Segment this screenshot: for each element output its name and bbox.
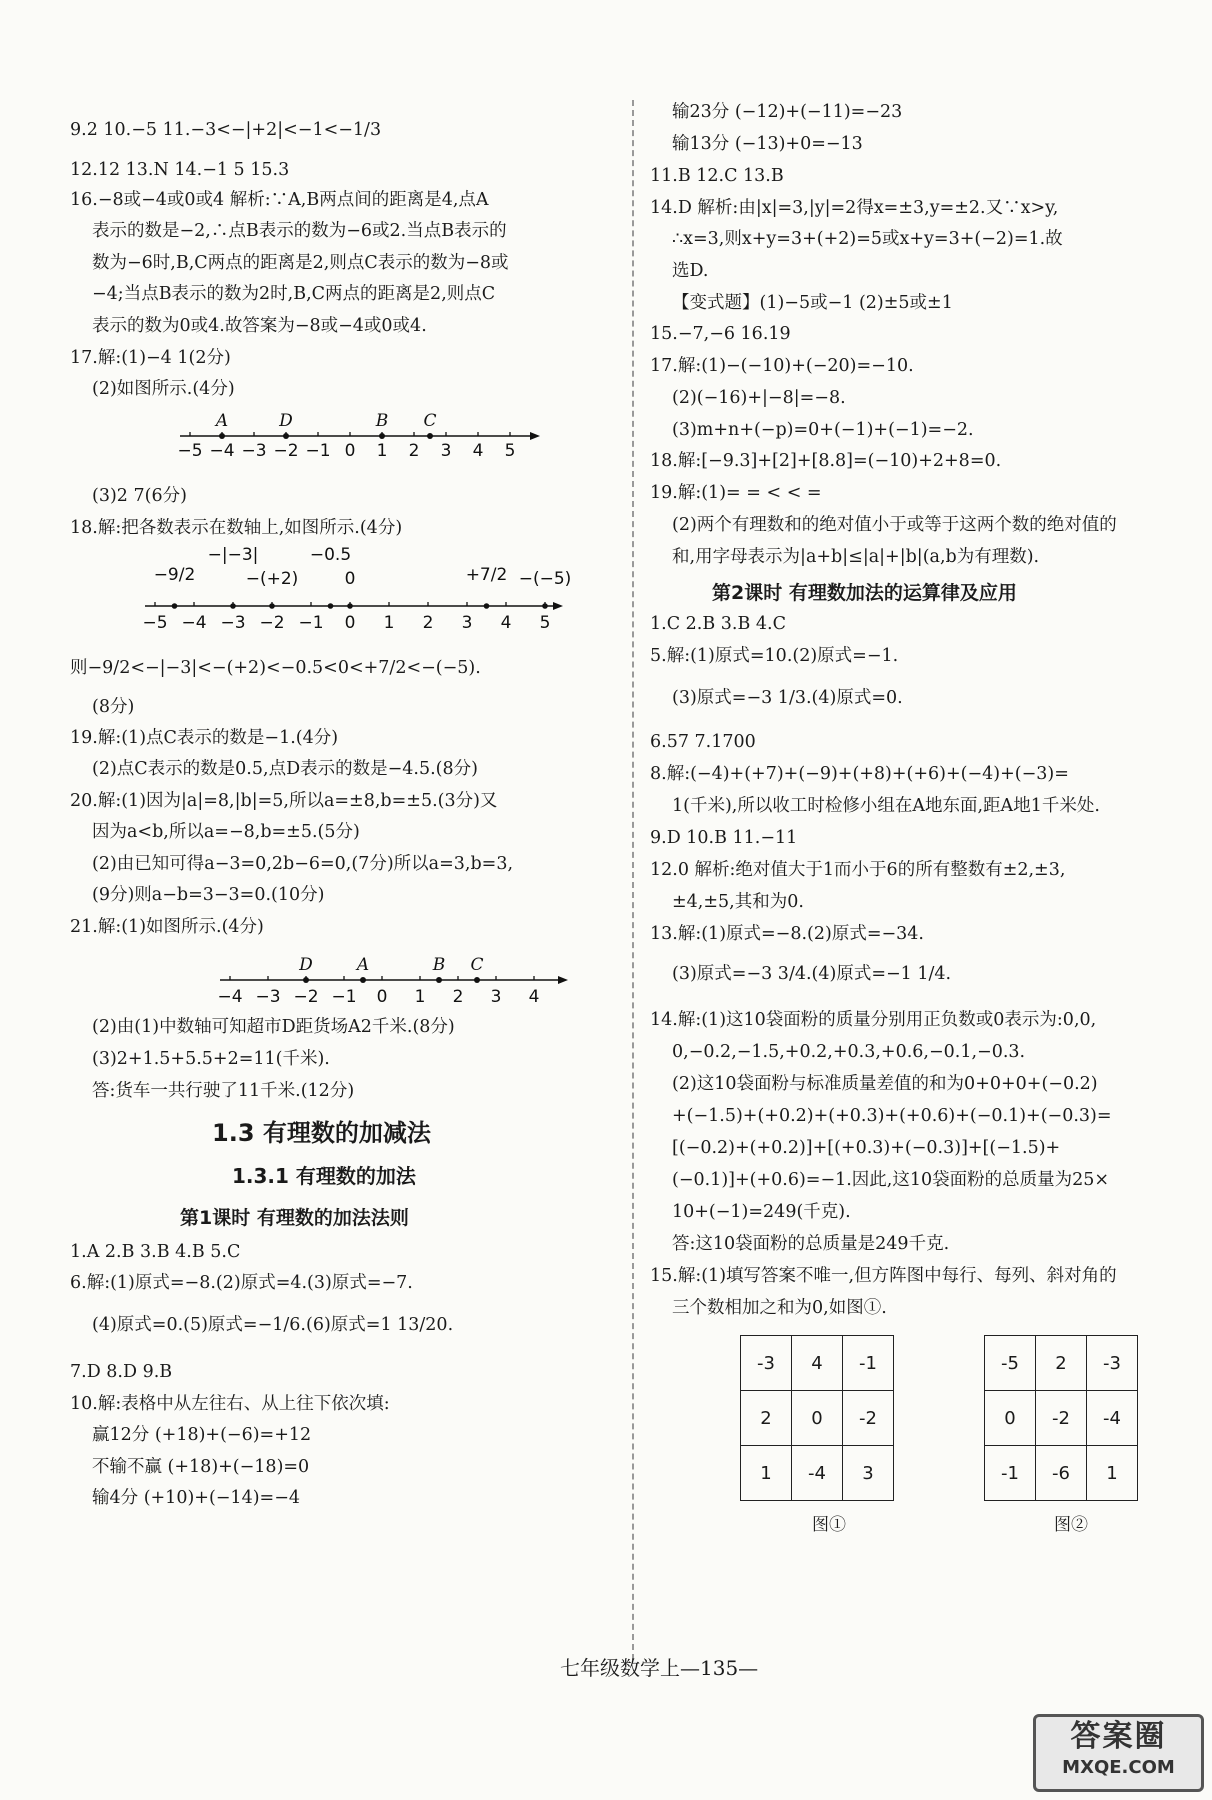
- grid-cell: -3: [741, 1336, 792, 1391]
- grid-cell: 0: [792, 1391, 843, 1446]
- answer-line: 15.−7,−6 16.19: [650, 324, 791, 344]
- point-dot: [379, 433, 385, 439]
- answer-line: 1.A 2.B 3.B 4.B 5.C: [70, 1242, 241, 1262]
- answer-line: 11.B 12.C 13.B: [650, 166, 784, 186]
- answer-line: (−0.1)]+(+0.6)=−1.因此,这10袋面粉的总质量为25×: [672, 1170, 1110, 1190]
- grid-cell: -5: [985, 1336, 1036, 1391]
- tick-label: 3: [440, 441, 452, 461]
- tick-label: 3: [461, 613, 473, 633]
- point-dot: [303, 977, 309, 983]
- tick-label: 4: [500, 613, 512, 633]
- tick-label: −3: [255, 987, 281, 1007]
- answer-line: 18.解:把各数表示在数轴上,如图所示.(4分): [70, 518, 403, 538]
- number-line-21: [217, 938, 570, 1012]
- answer-line: 19.解:(1)点C表示的数是−1.(4分): [70, 728, 339, 748]
- answer-line: 9.2 10.−5 11.−3<−|+2|<−1<−1/3: [70, 120, 382, 140]
- grid-cell: -4: [792, 1446, 843, 1501]
- grid-cell: 3: [843, 1446, 894, 1501]
- number-label: −(+2): [245, 569, 299, 589]
- lesson-title: 第1课时 有理数的加法法则: [180, 1207, 409, 1229]
- answer-line: 0,−0.2,−1.5,+0.2,+0.3,+0.6,−0.1,−0.3.: [672, 1042, 1026, 1062]
- point-label: C: [423, 411, 437, 431]
- point-dot: [360, 977, 366, 983]
- answer-line: ∴x=3,则x+y=3+(+2)=5或x+y=3+(−2)=1.故: [672, 229, 1063, 249]
- tick-label: −2: [293, 987, 319, 1007]
- tick-label: −4: [209, 441, 235, 461]
- answer-line: ±4,±5,其和为0.: [672, 892, 804, 912]
- watermark-logo: [1033, 1714, 1204, 1792]
- tick-label: 2: [408, 441, 420, 461]
- grid-cell: 0: [985, 1391, 1036, 1446]
- answer-line: 17.解:(1)−4 1(2分): [70, 348, 231, 368]
- tick-label: 3: [490, 987, 502, 1007]
- point-label: B: [375, 411, 389, 431]
- tick-label: 5: [539, 613, 551, 633]
- answer-line: 14.D 解析:由|x|=3,|y|=2得x=±3,y=±2.又∵x>y,: [650, 198, 1059, 218]
- answer-line: (2)点C表示的数是0.5,点D表示的数是−4.5.(8分): [92, 759, 478, 779]
- point-label: B: [432, 955, 446, 975]
- grid-cell: -4: [1087, 1391, 1138, 1446]
- subsection-title: 1.3.1 有理数的加法: [232, 1164, 416, 1188]
- point-label: A: [215, 411, 229, 431]
- tick-label: −4: [181, 613, 207, 633]
- point-dot: [283, 433, 289, 439]
- point-dot: [269, 603, 275, 609]
- column-divider: [632, 100, 634, 1660]
- answer-line: 14.解:(1)这10袋面粉的质量分别用正负数或0表示为:0,0,: [650, 1010, 1097, 1030]
- answer-line: (2)如图所示.(4分): [92, 379, 235, 399]
- answer-line: 则−9/2<−|−3|<−(+2)<−0.5<0<+7/2<−(−5).: [70, 658, 481, 678]
- tick-label: 0: [344, 613, 356, 633]
- tick-label: 2: [452, 987, 464, 1007]
- answer-line: 表示的数为0或4.故答案为−8或−4或0或4.: [92, 316, 427, 336]
- answer-line: 输13分 (−13)+0=−13: [672, 134, 863, 154]
- answer-line: 赢12分 (+18)+(−6)=+12: [92, 1425, 312, 1445]
- tick-label: −1: [298, 613, 324, 633]
- point-dot: [230, 603, 236, 609]
- answer-line: 数为−6时,B,C两点的距离是2,则点C表示的数为−8或: [92, 253, 509, 273]
- point-label: D: [279, 411, 293, 431]
- answer-line: (2)两个有理数和的绝对值小于或等于这两个数的绝对值的: [672, 515, 1117, 535]
- answer-line: 【变式题】(1)−5或−1 (2)±5或±1: [672, 293, 953, 313]
- answer-line: 因为a<b,所以a=−8,b=±5.(5分): [92, 822, 360, 842]
- grid-cell: 1: [1087, 1446, 1138, 1501]
- tick-label: −2: [273, 441, 299, 461]
- tick-label: −3: [220, 613, 246, 633]
- answer-line: 19.解:(1)= = < < =: [650, 483, 822, 503]
- answer-line: 12.0 解析:绝对值大于1而小于6的所有整数有±2,±3,: [650, 860, 1066, 880]
- answer-line: +(−1.5)+(+0.2)+(+0.3)+(+0.6)+(−0.1)+(−0.3)=: [672, 1106, 1112, 1126]
- grid-cell: 2: [1036, 1336, 1087, 1391]
- lesson-title: 第2课时 有理数加法的运算律及应用: [712, 582, 1017, 604]
- answer-line: 10+(−1)=249(千克).: [672, 1202, 851, 1222]
- answer-line: (2)由已知可得a−3=0,2b−6=0,(7分)所以a=3,b=3,: [92, 854, 514, 874]
- tick-label: 1: [414, 987, 426, 1007]
- answer-line: 13.解:(1)原式=−8.(2)原式=−34.: [650, 924, 924, 944]
- grid-cell: 2: [741, 1391, 792, 1446]
- answer-line: 9.D 10.B 11.−11: [650, 828, 798, 848]
- tick-label: 0: [376, 987, 388, 1007]
- answer-line: 12.12 13.N 14.−1 5 15.3: [70, 160, 290, 180]
- tick-label: 4: [528, 987, 540, 1007]
- point-dot: [328, 603, 334, 609]
- answer-line: 15.解:(1)填写答案不唯一,但方阵图中每行、每列、斜对角的: [650, 1266, 1117, 1286]
- answer-line: (4)原式=0.(5)原式=−1/6.(6)原式=1 13/20.: [92, 1315, 454, 1335]
- number-line-18: [142, 540, 572, 654]
- point-label: A: [356, 955, 370, 975]
- point-dot: [474, 977, 480, 983]
- number-label: 0: [344, 569, 356, 589]
- number-label: −|−3|: [207, 545, 259, 565]
- answer-line: (2)由(1)中数轴可知超市D距货场A2千米.(8分): [92, 1017, 455, 1037]
- answer-line: 6.57 7.1700: [650, 732, 756, 752]
- figure-caption-1: 图①: [812, 1515, 846, 1535]
- answer-line: 1(千米),所以收工时检修小组在A地东面,距A地1千米处.: [672, 796, 1100, 816]
- answer-line: (3)2+1.5+5.5+2=11(千米).: [92, 1049, 330, 1069]
- grid-cell: -3: [1087, 1336, 1138, 1391]
- tick-label: −5: [177, 441, 203, 461]
- tick-label: −5: [142, 613, 168, 633]
- answer-line: (9分)则a−b=3−3=0.(10分): [92, 885, 325, 905]
- answer-line: 和,用字母表示为|a+b|≤|a|+|b|(a,b为有理数).: [672, 547, 1040, 567]
- answer-line: [(−0.2)+(+0.2)]+[(+0.3)+(−0.3)]+[(−1.5)+: [672, 1138, 1061, 1158]
- answer-line: 17.解:(1)−(−10)+(−20)=−10.: [650, 356, 914, 376]
- point-dot: [427, 433, 433, 439]
- answer-line: 20.解:(1)因为|a|=8,|b|=5,所以a=±8,b=±5.(3分)又: [70, 791, 498, 811]
- watermark-url: MXQE.COM: [1062, 1757, 1175, 1778]
- tick-label: −1: [331, 987, 357, 1007]
- grid-cell: -1: [985, 1446, 1036, 1501]
- answer-line: 表示的数是−2,∴点B表示的数为−6或2.当点B表示的: [92, 221, 507, 241]
- number-label: −9/2: [153, 565, 196, 585]
- point-dot: [484, 603, 490, 609]
- answer-line: 三个数相加之和为0,如图①.: [672, 1298, 887, 1318]
- grid-cell: 4: [792, 1336, 843, 1391]
- answer-line: 答:货车一共行驶了11千米.(12分): [92, 1081, 355, 1101]
- answer-line: 答:这10袋面粉的总质量是249千克.: [672, 1234, 950, 1254]
- answer-line: (3)原式=−3 3/4.(4)原式=−1 1/4.: [672, 964, 952, 984]
- tick-label: 1: [376, 441, 388, 461]
- answer-line: 10.解:表格中从左往右、从上往下依次填:: [70, 1394, 390, 1414]
- figure-caption-2: 图②: [1054, 1515, 1088, 1535]
- tick-label: −4: [217, 987, 243, 1007]
- tick-label: 4: [472, 441, 484, 461]
- tick-label: −2: [259, 613, 285, 633]
- answer-line: 不输不赢 (+18)+(−18)=0: [92, 1457, 310, 1477]
- point-dot: [542, 603, 548, 609]
- answer-line: 21.解:(1)如图所示.(4分): [70, 917, 264, 937]
- answer-line: −4;当点B表示的数为2时,B,C两点的距离是2,则点C: [92, 284, 496, 304]
- tick-label: 2: [422, 613, 434, 633]
- tick-label: 5: [504, 441, 516, 461]
- grid-cell: -6: [1036, 1446, 1087, 1501]
- answer-line: 5.解:(1)原式=10.(2)原式=−1.: [650, 646, 899, 666]
- number-label: −0.5: [309, 545, 352, 565]
- answer-line: (2)(−16)+|−8|=−8.: [672, 388, 846, 408]
- point-label: C: [470, 955, 484, 975]
- number-line-17: [177, 408, 540, 482]
- answer-line: 6.解:(1)原式=−8.(2)原式=4.(3)原式=−7.: [70, 1273, 413, 1293]
- point-dot: [172, 603, 178, 609]
- answer-line: 18.解:[−9.3]+[2]+[8.8]=(−10)+2+8=0.: [650, 451, 1002, 471]
- grid-cell: -2: [843, 1391, 894, 1446]
- answer-line: 选D.: [672, 261, 709, 281]
- page-footer: 七年级数学上—135—: [560, 1656, 759, 1680]
- section-title: 1.3 有理数的加减法: [212, 1119, 431, 1147]
- tick-label: −3: [241, 441, 267, 461]
- point-label: D: [299, 955, 313, 975]
- magic-square-1: [740, 1335, 894, 1501]
- tick-label: 1: [383, 613, 395, 633]
- answer-line: 8.解:(−4)+(+7)+(−9)+(+8)+(+6)+(−4)+(−3)=: [650, 764, 1069, 784]
- answer-line: 输23分 (−12)+(−11)=−23: [672, 102, 903, 122]
- answer-line: (8分): [92, 697, 135, 717]
- point-dot: [347, 603, 353, 609]
- answer-line: (3)m+n+(−p)=0+(−1)+(−1)=−2.: [672, 420, 974, 440]
- grid-cell: -1: [843, 1336, 894, 1391]
- grid-cell: -2: [1036, 1391, 1087, 1446]
- answer-line: 16.−8或−4或0或4 解析:∵A,B两点间的距离是4,点A: [70, 190, 489, 210]
- number-label: −(−5): [518, 569, 572, 589]
- tick-label: −1: [305, 441, 331, 461]
- point-dot: [219, 433, 225, 439]
- number-label: +7/2: [465, 565, 508, 585]
- grid-cell: 1: [741, 1446, 792, 1501]
- point-dot: [436, 977, 442, 983]
- magic-square-2: [984, 1335, 1138, 1501]
- watermark-text: 答案圈: [1070, 1719, 1167, 1754]
- answer-line: 输4分 (+10)+(−14)=−4: [92, 1488, 300, 1508]
- answer-line: (3)2 7(6分): [92, 486, 187, 506]
- answer-line: 1.C 2.B 3.B 4.C: [650, 614, 786, 634]
- answer-line: (2)这10袋面粉与标准质量差值的和为0+0+0+(−0.2): [672, 1074, 1098, 1094]
- answer-line: 7.D 8.D 9.B: [70, 1362, 173, 1382]
- tick-label: 0: [344, 441, 356, 461]
- answer-line: (3)原式=−3 1/3.(4)原式=0.: [672, 688, 903, 708]
